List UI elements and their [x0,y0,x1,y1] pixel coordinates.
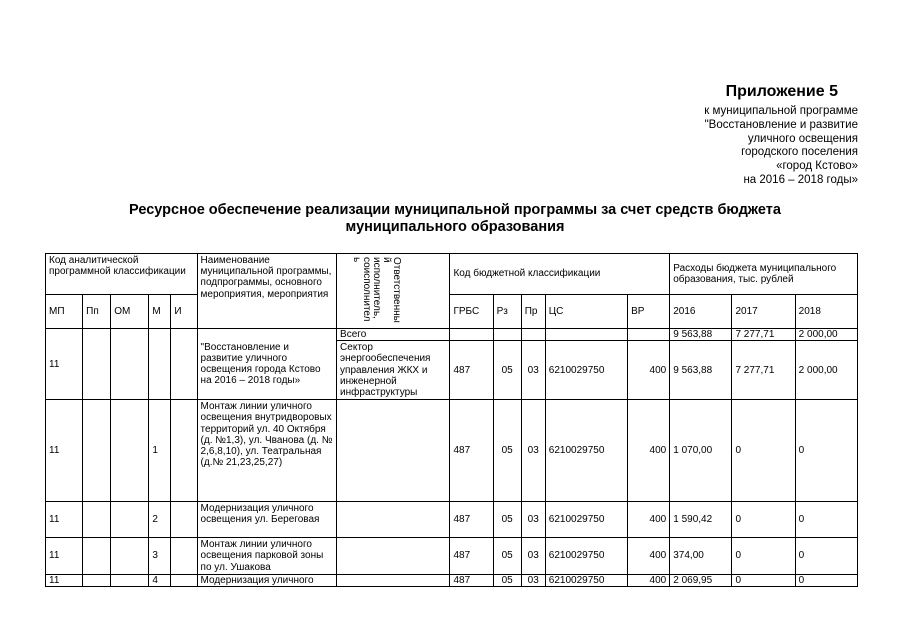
table-cell: 4 [149,574,171,586]
table-cell [83,574,111,586]
total-2018: 2 000,00 [795,329,857,341]
table-cell: 0 [732,502,795,538]
table-cell: 487 [450,538,493,575]
appendix-line: уличного освещения [747,132,858,145]
table-row [46,538,858,575]
table-cell: 0 [732,574,795,586]
table-cell [149,329,171,400]
table-cell [111,574,149,586]
table-cell: 400 [628,502,670,538]
table-cell: 03 [521,502,545,538]
table-row [46,400,858,502]
table-cell: 6210029750 [545,400,627,502]
pr-header: Пр [521,294,545,328]
year-2016-header: 2016 [670,294,732,328]
table-cell [171,502,197,538]
table-cell [337,502,450,538]
table-cell [171,538,197,575]
table-cell [521,329,545,341]
table-cell [111,400,149,502]
m-header: М [149,294,171,328]
table-cell: 03 [521,538,545,575]
responsible-header-text: Ответственны й исполнитель, соисполнител ь [351,257,403,323]
table-cell: 9 563,88 [670,341,732,400]
table-cell: Монтаж линии уличного освещения внутридворовых территорий ул. 40 Октября (д. №1,3), ул. Чванова (д. № 2,6,8,10), ул. Театральная (д.№ 21,23,25,27) [197,400,337,502]
table-head-row-2 [46,294,858,328]
total-2016: 9 563,88 [670,329,732,341]
appendix-title: Приложение 5 [725,83,838,100]
budget-table [45,253,858,587]
total-2017: 7 277,71 [732,329,795,341]
table-cell: 400 [628,538,670,575]
appendix-line: городского поселения [741,146,858,159]
table-head-row-1 [46,254,858,295]
table-cell: 11 [46,574,83,586]
table-cell: 0 [795,400,857,502]
table-cell [337,400,450,502]
i-header: И [171,294,197,328]
table-cell: 6210029750 [545,538,627,575]
table-cell [628,329,670,341]
responsible-cell: Сектор энергообеспечения управления ЖКХ и инженерной инфраструктуры [337,341,450,400]
table-cell: 0 [732,538,795,575]
responsible-header [337,254,450,329]
appendix-line: "Восстановление и развитие [704,118,858,131]
table-cell: 11 [46,502,83,538]
table-cell [111,502,149,538]
table-cell: 0 [795,538,857,575]
mp-header: МП [46,294,83,328]
code-group-header: Код аналитической программной классификации [46,254,198,295]
table-cell: 11 [46,400,83,502]
table-cell: 400 [628,341,670,400]
table-cell: 05 [493,538,521,575]
grbs-header: ГРБС [450,294,493,328]
document-title-line-2: муниципального образования [345,219,565,235]
table-cell [83,538,111,575]
table-cell [111,538,149,575]
table-cell: 400 [628,400,670,502]
year-2017-header: 2017 [732,294,795,328]
table-cell: 0 [732,400,795,502]
name-header: Наименование муниципальной программы, подпрограммы, основного мероприятия, мероприятия [197,254,337,329]
table-cell: 2 069,95 [670,574,732,586]
table-cell: 1 [149,400,171,502]
table-cell: 0 [795,502,857,538]
table-cell: Модернизация уличного освещения ул. Береговая [197,502,337,538]
program-name: "Восстановление и развитие уличного освещения города Кстово на 2016 – 2018 годы» [197,329,337,400]
table-cell: 03 [521,341,545,400]
program-total-row [46,329,858,341]
table-cell: 05 [493,574,521,586]
om-header: ОМ [111,294,149,328]
appendix-line: «город Кстово» [776,160,858,173]
table-cell: 2 [149,502,171,538]
table-cell [83,400,111,502]
document-title-line-1: Ресурсное обеспечение реализации муниципальной программы за счет средств бюджета [129,202,781,218]
table-cell: Модернизация уличного [197,574,337,586]
table-cell [83,329,111,400]
table-cell [83,502,111,538]
table-cell: 400 [628,574,670,586]
table-cell: 11 [46,329,83,400]
appendix-line: к муниципальной программе [704,105,858,117]
table-cell [450,329,493,341]
table-cell: 6210029750 [545,502,627,538]
document-title [40,202,870,236]
table-cell: 11 [46,538,83,575]
total-label: Всего [337,329,450,341]
table-cell [111,329,149,400]
table-cell: 0 [795,574,857,586]
table-cell: 487 [450,341,493,400]
expense-group-header: Расходы бюджета муниципального образования, тыс. рублей [670,254,858,295]
table-cell: 6210029750 [545,341,627,400]
vr-header: ВР [628,294,670,328]
table-cell: 3 [149,538,171,575]
table-cell: 487 [450,400,493,502]
table-cell [493,329,521,341]
table-cell [171,574,197,586]
budget-group-header: Код бюджетной классификации [450,254,670,295]
cs-header: ЦС [545,294,627,328]
table-cell: 05 [493,341,521,400]
table-cell: 05 [493,502,521,538]
table-cell [171,400,197,502]
year-2018-header: 2018 [795,294,857,328]
table-cell [171,329,197,400]
table-cell: 487 [450,502,493,538]
table-row [46,574,858,586]
table-cell: 487 [450,574,493,586]
appendix-line: на 2016 – 2018 годы» [743,173,858,186]
table-cell: Монтаж линии уличного освещения парковой зоны по ул. Ушакова [197,538,337,575]
table-cell: 03 [521,574,545,586]
table-cell: 6210029750 [545,574,627,586]
table-cell: 1 070,00 [670,400,732,502]
table-cell: 2 000,00 [795,341,857,400]
table-cell: 05 [493,400,521,502]
table-cell [545,329,627,341]
table-cell: 03 [521,400,545,502]
rz-header: Рз [493,294,521,328]
appendix-header [704,83,858,188]
table-cell: 1 590,42 [670,502,732,538]
table-row [46,502,858,538]
table-cell: 374,00 [670,538,732,575]
table-cell [337,574,450,586]
pp-header: Пп [83,294,111,328]
table-cell: 7 277,71 [732,341,795,400]
table-cell [337,538,450,575]
